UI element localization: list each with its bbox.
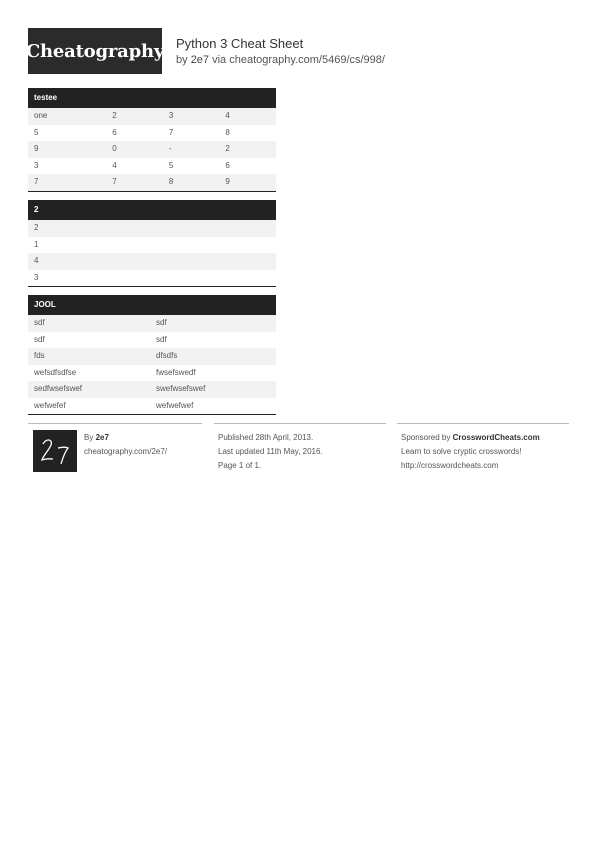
table-cell: wefsdfsdfse	[34, 367, 77, 377]
by-label: by	[176, 54, 188, 66]
table-cell: dfsdfs	[156, 351, 178, 360]
sponsor-tagline: Learn to solve cryptic crosswords!	[401, 447, 522, 456]
signature-icon	[37, 434, 73, 468]
table-row	[28, 315, 276, 332]
footer-by-label: By	[84, 433, 94, 442]
table-cell: swefwsefswef	[156, 384, 206, 393]
table-row	[28, 253, 276, 270]
sponsor-url[interactable]: http://crosswordcheats.com	[401, 461, 499, 470]
footer-divider	[28, 423, 202, 424]
table-cell: 9	[34, 144, 39, 153]
footer-author-name[interactable]: 2e7	[95, 433, 109, 442]
section-rows	[28, 108, 276, 192]
section-2	[28, 200, 276, 287]
table-row	[28, 158, 276, 175]
table-cell: fds	[34, 351, 45, 360]
table-row	[28, 141, 276, 158]
table-row	[28, 237, 276, 254]
published-date: Published 28th April, 2013.	[218, 433, 314, 442]
sponsor-name[interactable]: CrosswordCheats.com	[452, 433, 540, 442]
cheatography-logo[interactable]: Cheatography	[28, 28, 162, 74]
table-cell: 2	[112, 111, 117, 120]
footer-meta-block	[218, 431, 323, 473]
sheet-url[interactable]: cheatography.com/5469/cs/998/	[229, 54, 385, 66]
footer-sponsor-block	[401, 431, 540, 473]
footer-divider	[214, 423, 386, 424]
table-cell: sdf	[156, 318, 167, 327]
author-link[interactable]: 2e7	[190, 54, 210, 66]
table-cell: 5	[168, 160, 174, 170]
table-cell: 2	[225, 144, 230, 153]
table-cell: 4	[112, 160, 117, 170]
table-row	[28, 332, 276, 349]
table-cell: 3	[168, 111, 174, 120]
table-cell: 3	[34, 272, 39, 282]
table-cell: sdf	[34, 318, 45, 327]
table-cell: wefwefwef	[156, 400, 194, 410]
table-cell: one	[34, 111, 48, 120]
table-cell: -	[168, 144, 172, 153]
table-row	[28, 270, 276, 287]
table-cell: 4	[225, 111, 230, 120]
table-cell: sedfwsefswef	[34, 384, 83, 393]
sponsor-label: Sponsored by	[401, 433, 451, 442]
table-cell: 1	[34, 239, 39, 249]
updated-date: Last updated 11th May, 2016.	[218, 447, 323, 456]
footer-divider	[397, 423, 569, 424]
table-cell: 3	[34, 160, 39, 170]
section-rows	[28, 315, 276, 415]
table-cell: 0	[112, 144, 117, 153]
section-rows	[28, 220, 276, 287]
table-cell: 2	[34, 223, 39, 232]
table-cell: fwsefswedf	[156, 367, 196, 377]
table-cell: 7	[34, 177, 39, 186]
table-row	[28, 125, 276, 142]
section-title: 2	[28, 200, 276, 220]
via-label: via	[212, 54, 227, 66]
table-row	[28, 108, 276, 125]
table-cell: 8	[168, 177, 174, 186]
table-cell: 6	[225, 160, 230, 170]
table-row	[28, 348, 276, 365]
table-row	[28, 381, 276, 398]
section-testee	[28, 88, 276, 192]
sheet-title: Python 3 Cheat Sheet	[176, 36, 304, 51]
section-jool	[28, 295, 276, 415]
table-cell: 6	[112, 127, 117, 137]
table-cell: 7	[168, 127, 174, 137]
table-row	[28, 398, 276, 415]
table-cell: 9	[225, 177, 230, 186]
table-cell: 5	[34, 127, 39, 137]
author-avatar[interactable]	[33, 430, 77, 472]
section-title: testee	[28, 88, 276, 108]
page-number: Page 1 of 1.	[218, 461, 262, 470]
sheet-subtitle	[176, 54, 385, 66]
footer-author-url[interactable]: cheatography.com/2e7/	[84, 447, 168, 456]
table-cell: sdf	[34, 334, 45, 344]
table-cell: sdf	[156, 334, 167, 344]
section-title: JOOL	[28, 295, 276, 315]
table-row	[28, 220, 276, 237]
table-cell: 8	[225, 127, 230, 137]
table-cell: wefwefef	[34, 400, 66, 410]
table-row	[28, 174, 276, 191]
footer-author-block	[84, 431, 167, 459]
table-cell: 7	[112, 177, 117, 186]
table-cell: 4	[34, 256, 39, 265]
table-row	[28, 365, 276, 382]
